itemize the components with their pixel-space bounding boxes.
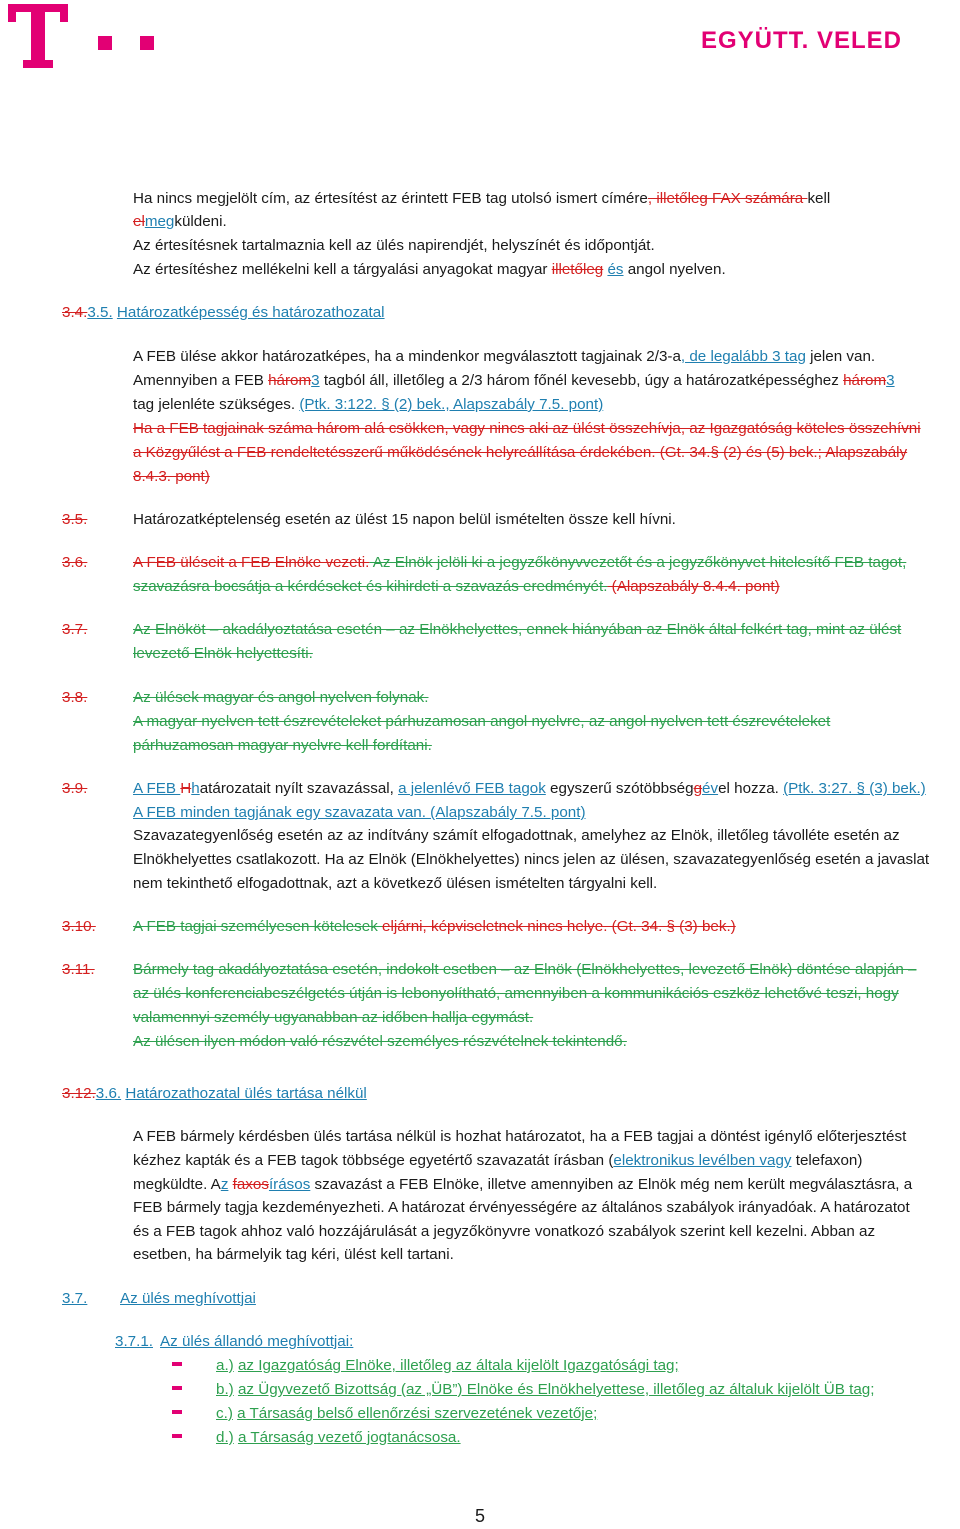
item-3-7-line-2: levezető Elnök helyettesíti.	[133, 645, 313, 662]
bullet-icon	[172, 1434, 182, 1438]
no-meeting-line-5: és a FEB tagok ahhoz való hozzájárulását a jegyzőkönyvre vonatkozó szabályok szerint kell kezelni. Abban az	[133, 1223, 876, 1240]
item-3-7-line-1: Az Elnököt – akadályoztatása esetén – az Elnökhelyettes, ennek hiányában az Elnök által felkért tag, mint az ülést	[133, 621, 902, 638]
item-3-8-line-2: A magyar nyelven tett észrevételeket párhuzamosan angol nyelvre, az angol nyelven tett észrevételeket	[133, 713, 831, 730]
section-number-invitees: 3.7.	[62, 1290, 88, 1307]
section-heading-quorum: 3.4.3.5. Határozatképesség és határozathozatal	[62, 304, 385, 321]
item-3-9-line-3: Szavazategyenlőség esetén az az indítvány számít elfogadottnak, amelyhez az Elnök, illetőleg távolléte esetén az	[133, 827, 900, 844]
quorum-para-line-1: A FEB ülése akkor határozatképes, ha a mindenkor megválasztott tagjainak 2/3-a, de legalább 3 tag jelen van.	[133, 348, 876, 365]
no-meeting-line-6: esetben, ha bármelyik tag kéri, ülést kell tartani.	[133, 1246, 454, 1263]
quorum-para-line-2: Amennyiben a FEB három3 tagból áll, illetőleg a 2/3 három főnél kevesebb, úgy a határozatképességhez három3	[133, 372, 895, 389]
item-number-3-6: 3.6.	[62, 554, 88, 571]
quorum-para-line-3: tag jelenléte szükséges. (Ptk. 3:122. § (2) bek., Alapszabály 7.5. pont)	[133, 396, 604, 413]
intro-line-2: elmegküldeni.	[133, 213, 227, 230]
item-3-11-line-2: az ülés konferenciabeszélgetés útján is lebonyolítható, amennyiben a kommunikációs eszköz lehetővé teszi, hogy	[133, 985, 899, 1002]
intro-line-1: Ha nincs megjelölt cím, az értesítést az érintett FEB tag utolsó ismert címére, illetőleg FAX számára kell	[133, 190, 831, 207]
item-number-3-10: 3.10.	[62, 918, 96, 935]
bullet-icon	[172, 1410, 182, 1414]
list-item: b.) az Ügyvezető Bizottság (az „ÜB”) Elnöke és Elnökhelyettese, illetőleg az általuk kijelölt ÜB tag;	[216, 1381, 875, 1398]
intro-line-3: Az értesítésnek tartalmaznia kell az ülés napirendjét, helyszínét és időpontját.	[133, 237, 655, 254]
bullet-icon	[172, 1362, 182, 1366]
bullet-icon	[172, 1386, 182, 1390]
item-3-9-line-2: A FEB minden tagjának egy szavazata van. (Alapszabály 7.5. pont)	[133, 804, 586, 821]
quorum-deleted-line-3: 8.4.3. pont)	[133, 468, 210, 485]
item-number-3-9: 3.9.	[62, 780, 88, 797]
item-3-9-line-4: Elnökhelyettes csatlakozott. Ha az Elnök (Elnökhelyettes) nincs jelen az ülésen, szavazategyenlőség esetén a javaslat	[133, 851, 930, 868]
list-item: d.) a Társaság vezető jogtanácsosa.	[216, 1429, 461, 1446]
section-heading-no-meeting: 3.12.3.6. Határozathozatal ülés tartása nélkül	[62, 1085, 367, 1102]
list-item: c.) a Társaság belső ellenőrzési szervezetének vezetője;	[216, 1405, 598, 1422]
telekom-t-logo-icon	[8, 4, 154, 72]
item-3-8-line-1: Az ülések magyar és angol nyelven folynak.	[133, 689, 429, 706]
quorum-deleted-line-1: Ha a FEB tagjainak száma három alá csökken, vagy nincs aki az ülést összehívja, az Igazgatóság köteles összehívni	[133, 420, 921, 437]
brand-slogan: EGYÜTT. VELED	[700, 27, 902, 54]
subsection-title-permanent-invitees: Az ülés állandó meghívottjai:	[160, 1333, 354, 1350]
page-number: 5	[474, 1506, 485, 1526]
item-3-11-line-4: Az ülésen ilyen módon való részvétel személyes részvételnek tekintendő.	[133, 1033, 627, 1050]
quorum-deleted-line-2: a Közgyűlést a FEB rendeltetésszerű működésének helyreállítása érdekében. (Gt. 34.§ (2) és (5) bek.; Alapszabály	[133, 444, 908, 461]
subsection-number-3-7-1: 3.7.1.	[115, 1333, 153, 1350]
no-meeting-line-1: A FEB bármely kérdésben ülés tartása nélkül is hozhat határozatot, ha a FEB tagjai a döntést igénylő előterjesztést	[133, 1128, 907, 1145]
item-number-3-11: 3.11.	[62, 961, 95, 978]
item-3-11-line-3: valamennyi személy ugyanabban az időben hallja egymást.	[133, 1009, 534, 1026]
item-3-9-line-1: A FEB Hhatározatait nyílt szavazással, a jelenlévő FEB tagok egyszerű szótöbbséggével hozza. (Ptk. 3:27. § (3) bek.)	[133, 780, 926, 797]
no-meeting-line-3: megküldte. Az faxosírásos szavazást a FEB Elnöke, illetve amennyiben az Elnök még nem került megválasztásra, a	[133, 1176, 913, 1193]
intro-line-4: Az értesítéshez mellékelni kell a tárgyalási anyagokat magyar illetőleg és angol nyelven.	[133, 261, 726, 278]
item-number-3-7: 3.7.	[62, 621, 88, 638]
item-number-3-5: 3.5.	[62, 511, 88, 528]
no-meeting-line-4: FEB bármely tagja kezdeményezheti. A határozat érvényességére az általános szabályok irányadóak. A határozatot	[133, 1199, 910, 1216]
no-meeting-line-2: kézhez kapták és a FEB tagok többsége egyetértő szavazatát írásban (elektronikus levélben vagy telefaxon)	[133, 1152, 863, 1169]
item-3-10-text: A FEB tagjai személyesen kötelesek eljárni, képviseletnek nincs helye. (Gt. 34. § (3) bek.)	[133, 918, 736, 935]
item-3-5-text: Határozatképtelenség esetén az ülést 15 napon belül ismételten össze kell hívni.	[133, 511, 676, 528]
item-3-6-line-2: szavazásra bocsátja a kérdéseket és kihirdeti a szavazás eredményét. (Alapszabály 8.4.4. pont)	[133, 578, 780, 595]
list-item: a.) az Igazgatóság Elnöke, illetőleg az általa kijelölt Igazgatósági tag;	[216, 1357, 679, 1374]
item-3-11-line-1: Bármely tag akadályoztatása esetén, indokolt esetben – az Elnök (Elnökhelyettes, levezető Elnök) döntése alapján –	[133, 961, 917, 978]
item-3-8-line-3: párhuzamosan magyar nyelvre kell fordítani.	[133, 737, 432, 754]
section-title-invitees: Az ülés meghívottjai	[120, 1290, 256, 1307]
item-3-6-line-1: A FEB üléseit a FEB Elnöke vezeti. Az Elnök jelöli ki a jegyzőkönyvvezetőt és a jegyzőkönyvet hitelesítő FEB tagot,	[133, 554, 907, 571]
item-number-3-8: 3.8.	[62, 689, 88, 706]
item-3-9-line-5: nem tekinthető elfogadottnak, azt a következő ülésen ismételten tárgyalni kell.	[133, 875, 658, 892]
